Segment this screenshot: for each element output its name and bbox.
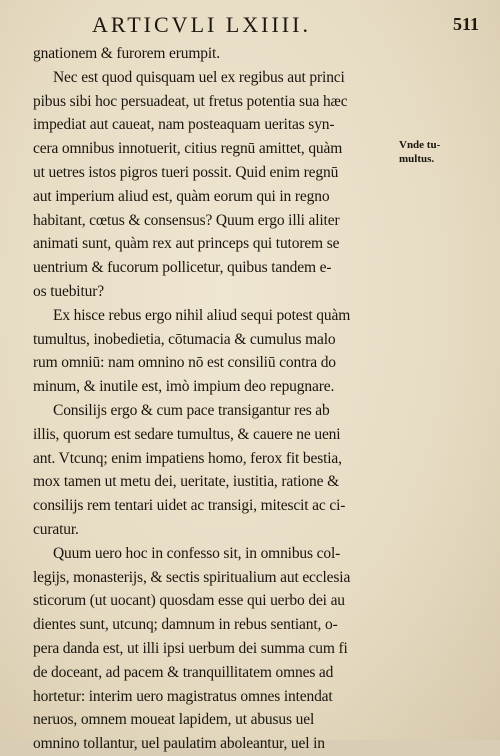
margin-note xyxy=(399,138,469,166)
text-line: mox tamen ut metu dei, ueritate, iustitia, ratione & xyxy=(33,473,339,491)
text-line: Quum uero hoc in confesso sit, in omnibus col- xyxy=(53,544,341,562)
text-line: gnationem & furorem erumpit. xyxy=(33,45,220,62)
text-line: Consilijs ergo & cum pace transigantur res ab xyxy=(53,401,330,419)
text-line: sticorum (ut uocant) quosdam esse qui uerbo dei au xyxy=(33,592,345,610)
body-text xyxy=(33,42,393,756)
page-header xyxy=(0,8,500,38)
text-line: omnino tollantur, uel paulatim aboleantur, uel in xyxy=(33,735,325,753)
text-line: pera danda est, ut illi ipsi uerbum dei summa cum fi xyxy=(33,639,348,657)
text-line: habitant, cœtus & consensus? Quum ergo illi aliter xyxy=(33,211,340,229)
text-line: aut imperium aliud est, quàm eorum qui in regno xyxy=(33,187,330,205)
text-line: minum, & inutile est, imò impium deo repugnare. xyxy=(33,378,335,396)
text-line: dientes sunt, utcunq; damnum in rebus sentiant, o- xyxy=(33,616,338,634)
text-line: impediat aut caueat, nam posteaquam ueritas syn- xyxy=(33,116,335,134)
text-line: consilijs rem tentari uidet ac transigi, mitescit ac ci- xyxy=(33,497,346,515)
page-number: 511 xyxy=(453,14,480,34)
text-line: ant. Vtcunq; enim impatiens homo, ferox fit bestia, xyxy=(33,449,342,467)
text-line: de doceant, ad pacem & tranquillitatem omnes ad xyxy=(33,663,334,681)
margin-note-line: multus. xyxy=(399,153,435,165)
text-line: tumultus, inobedietia, cōtumacia & cumulus malo xyxy=(33,330,336,348)
text-line: illis, quorum est sedare tumultus, & cauere ne ueni xyxy=(33,425,341,443)
text-line: hortetur: interim uero magistratus omnes intendat xyxy=(33,687,333,705)
text-line: curatur. xyxy=(33,520,79,538)
text-line: uentrium & fucorum pollicetur, quibus tandem e- xyxy=(33,259,332,277)
text-line: cera omnibus innotuerit, citius regnū amittet, quàm xyxy=(33,140,343,158)
text-line: pibus sibi hoc persuadeat, ut fretus potentia sua hæc xyxy=(33,92,348,110)
text-line: Ex hisce rebus ergo nihil aliud sequi potest quàm xyxy=(53,306,351,324)
text-line: Nec est quod quisquam uel ex regibus aut princi xyxy=(53,68,345,86)
running-head: ARTICVLI LXIIII. xyxy=(92,12,311,37)
text-line: animati sunt, quàm rex aut princeps qui tutorem se xyxy=(33,235,340,253)
text-line: legijs, monasterijs, & sectis spiritualium aut ecclesia xyxy=(33,568,351,586)
text-line: neruos, omnem moueat lapidem, ut abusus uel xyxy=(33,711,315,729)
text-line: rum omniū: nam omnino nō est consiliū contra do xyxy=(33,354,336,372)
text-line: ut uetres istos pigros tueri possit. Quid enim regnū xyxy=(33,163,339,181)
text-line: os tuebitur? xyxy=(33,282,104,300)
margin-note-line: Vnde tu- xyxy=(399,139,441,151)
